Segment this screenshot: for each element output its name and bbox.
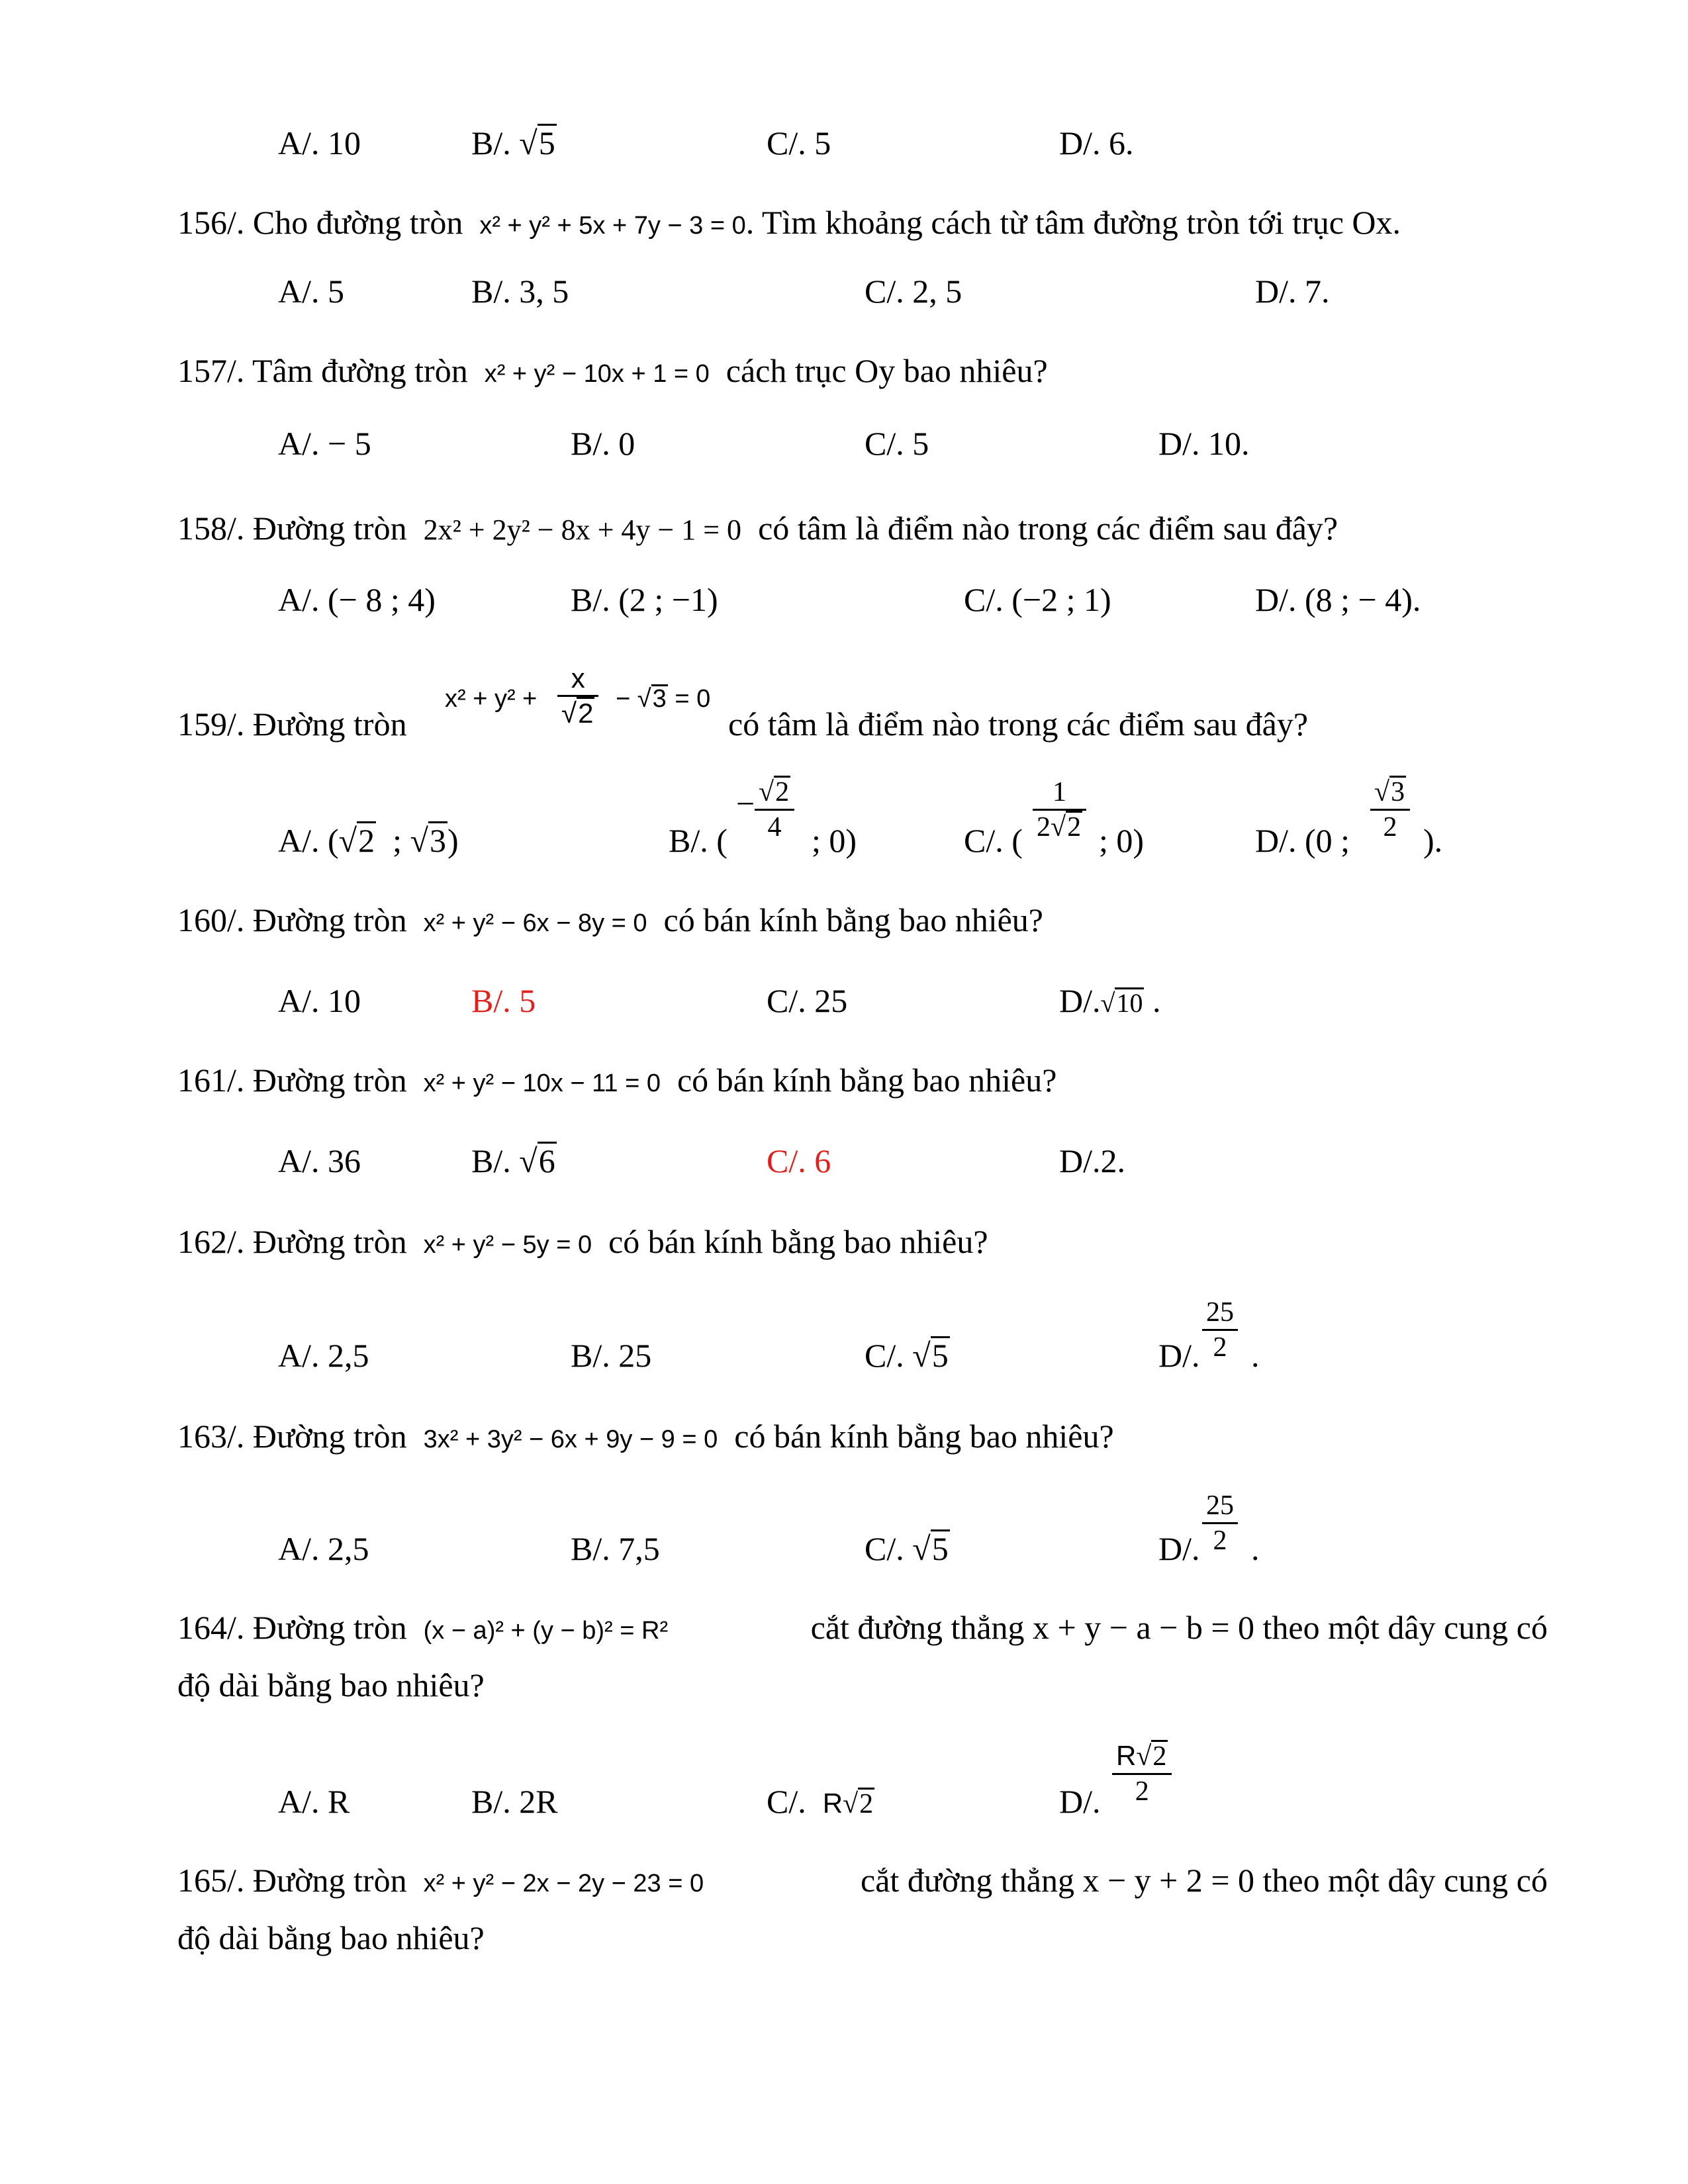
q159-option-c-fraction: $\frac{1}{2√2}$ — [1033, 776, 1086, 844]
q162-option-d-end: . — [1251, 1337, 1260, 1374]
q162-option-c: C/. √5 — [865, 1337, 949, 1374]
q159-option-c-prefix: C/. ( — [964, 822, 1023, 859]
q155-option-a: A/. 10 — [278, 124, 361, 161]
q158-option-b: B/. (2 ; −1) — [571, 581, 718, 618]
q164-option-b: B/. 2R — [471, 1783, 558, 1820]
q157-option-b: B/. 0 — [571, 425, 635, 462]
q162-option-d-fraction: $\frac{25}{2}$ — [1202, 1296, 1238, 1364]
q159-option-b-end: ; 0) — [812, 822, 857, 859]
q163-option-d-prefix: D/. — [1158, 1530, 1200, 1567]
q156-option-c: C/. 2, 5 — [865, 273, 962, 310]
q158-option-a: A/. (− 8 ; 4) — [278, 581, 436, 618]
q159-eq-right: − √3 = 0 — [616, 685, 711, 713]
q155-option-c: C/. 5 — [767, 124, 831, 161]
q156-option-b: B/. 3, 5 — [471, 273, 569, 310]
q159-option-c-end: ; 0) — [1099, 822, 1145, 859]
q156-option-d: D/. 7. — [1255, 273, 1330, 310]
q163-option-b: B/. 7,5 — [571, 1530, 660, 1567]
q158-option-c: C/. (−2 ; 1) — [964, 581, 1111, 618]
q160-option-c: C/. 25 — [767, 982, 848, 1019]
q159-option-a: A/. (√2 ; √3) — [278, 822, 459, 859]
q159-eq-left: x² + y² + — [445, 685, 538, 713]
q163-option-d-fraction: $\frac{25}{2}$ — [1202, 1489, 1238, 1557]
q159-label: 159/. Đường tròn — [177, 705, 407, 743]
q163-option-a: A/. 2,5 — [278, 1530, 369, 1567]
q164-option-d-prefix: D/. — [1059, 1783, 1101, 1820]
q159-eq-fraction: $\frac{x}{√2}$ — [557, 662, 598, 730]
q159-option-b-prefix: B/. ( — [669, 822, 727, 859]
q159-rest: có tâm là điểm nào trong các điểm sau đây? — [728, 705, 1309, 743]
q165-stem: 165/. Đường tròn x² + y² − 2x − 2y − 23 = 0 cắt đường thẳng x − y + 2 = 0 theo một dây cung có độ dài bằng bao nhiêu? — [177, 1862, 1548, 1956]
q164-option-d-fraction: $\frac{R√2}{2}$ — [1112, 1739, 1172, 1808]
q160-option-d: D/.√10 . — [1059, 982, 1161, 1019]
q164-stem: 164/. Đường tròn (x − a)² + (y − b)² = R² cắt đường thẳng x + y − a − b = 0 theo một dây cung có độ dài bằng bao nhiêu? — [177, 1609, 1548, 1704]
q160-option-b-answer: B/. 5 — [471, 982, 536, 1019]
q161-option-d: D/.2. — [1059, 1142, 1125, 1179]
q164-option-a: A/. R — [278, 1783, 350, 1820]
q163-option-d-end: . — [1251, 1530, 1260, 1567]
q161-option-a: A/. 36 — [278, 1142, 361, 1179]
q157-option-d: D/. 10. — [1158, 425, 1250, 462]
q163-stem: 163/. Đường tròn 3x² + 3y² − 6x + 9y − 9 = 0 có bán kính bằng bao nhiêu? — [177, 1418, 1114, 1455]
q161-option-b: B/. √6 — [471, 1142, 555, 1179]
q159-option-b-minus: − — [736, 785, 755, 822]
q156-stem: 156/. Cho đường tròn x² + y² + 5x + 7y − 3 = 0. Tìm khoảng cách từ tâm đường tròn tới trục Ox. — [177, 204, 1401, 241]
q159-option-d-fraction: $\frac{√3}{2}$ — [1370, 776, 1410, 844]
q158-stem: 158/. Đường tròn 2x² + 2y² − 8x + 4y − 1 = 0 có tâm là điểm nào trong các điểm sau đây? — [177, 510, 1338, 547]
q164-option-c: C/. R√2 — [767, 1783, 874, 1820]
q159-option-d-prefix: D/. (0 ; — [1255, 822, 1350, 859]
q157-stem: 157/. Tâm đường tròn x² + y² − 10x + 1 = 0 cách trục Oy bao nhiêu? — [177, 352, 1048, 389]
q159-option-b-fraction: $\frac{√2}{4}$ — [755, 776, 794, 844]
q161-option-c-answer: C/. 6 — [767, 1142, 831, 1179]
q160-stem: 160/. Đường tròn x² + y² − 6x − 8y = 0 có bán kính bằng bao nhiêu? — [177, 901, 1043, 938]
q163-option-c: C/. √5 — [865, 1530, 949, 1567]
q155-option-d: D/. 6. — [1059, 124, 1134, 161]
q162-option-d-prefix: D/. — [1158, 1337, 1200, 1374]
q161-stem: 161/. Đường tròn x² + y² − 10x − 11 = 0 có bán kính bằng bao nhiêu? — [177, 1062, 1057, 1099]
q159-option-d-end: ). — [1423, 822, 1443, 859]
q158-option-d: D/. (8 ; − 4). — [1255, 581, 1421, 618]
q155-option-b: B/. √5 — [471, 124, 555, 161]
q162-option-b: B/. 25 — [571, 1337, 652, 1374]
q156-option-a: A/. 5 — [278, 273, 344, 310]
q157-option-c: C/. 5 — [865, 425, 929, 462]
q162-stem: 162/. Đường tròn x² + y² − 5y = 0 có bán kính bằng bao nhiêu? — [177, 1223, 988, 1260]
q157-option-a: A/. − 5 — [278, 425, 371, 462]
q162-option-a: A/. 2,5 — [278, 1337, 369, 1374]
q160-option-a: A/. 10 — [278, 982, 361, 1019]
